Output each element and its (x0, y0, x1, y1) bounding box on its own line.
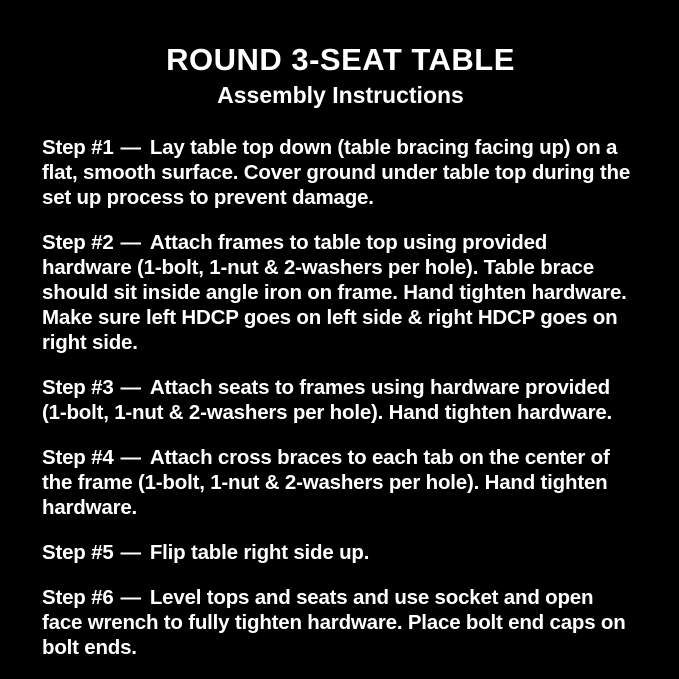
step-2-label: Step #2 (42, 231, 114, 254)
step-6-text: Level tops and seats and use socket and open face wrench to fully tighten hardware. Place bolt end caps on bolt ends. (42, 586, 626, 659)
page-title: ROUND 3-SEAT TABLE (166, 42, 515, 77)
step-2 (42, 230, 639, 355)
step-3-label: Step #3 (42, 376, 114, 399)
step-3-text: Attach seats to frames using hardware provided (1-bolt, 1-nut & 2-washers per hole). Hand tighten hardware. (42, 376, 613, 424)
step-1-text: Lay table top down (table bracing facing up) on a flat, smooth surface. Cover ground under table top during the set up process to prevent damage. (42, 136, 631, 209)
step-4-text: Attach cross braces to each tab on the center of the frame (1-bolt, 1-nut & 2-washers per hole). Hand tighten hardware. (42, 446, 610, 519)
step-6-label: Step #6 (42, 586, 114, 609)
step-6 (42, 585, 639, 660)
step-separator: — (120, 586, 141, 609)
step-4-label: Step #4 (42, 446, 114, 469)
step-5-label: Step #5 (42, 541, 114, 564)
step-separator: — (120, 231, 141, 254)
step-1-label: Step #1 (42, 136, 114, 159)
step-4 (42, 445, 639, 520)
step-5-text: Flip table right side up. (149, 541, 370, 564)
step-5 (42, 540, 639, 565)
step-separator: — (120, 446, 141, 469)
step-separator: — (120, 541, 141, 564)
step-2-text: Attach frames to table top using provided hardware (1-bolt, 1-nut & 2-washers per hole). Table brace should sit inside angle iron on frame. Hand tighten hardware. Make sure left HDCP goes on left side & right HDCP goes on right side. (42, 231, 627, 354)
step-separator: — (120, 376, 141, 399)
step-3 (42, 375, 639, 425)
page-subtitle: Assembly Instructions (217, 82, 464, 108)
step-separator: — (120, 136, 141, 159)
step-1 (42, 135, 639, 210)
